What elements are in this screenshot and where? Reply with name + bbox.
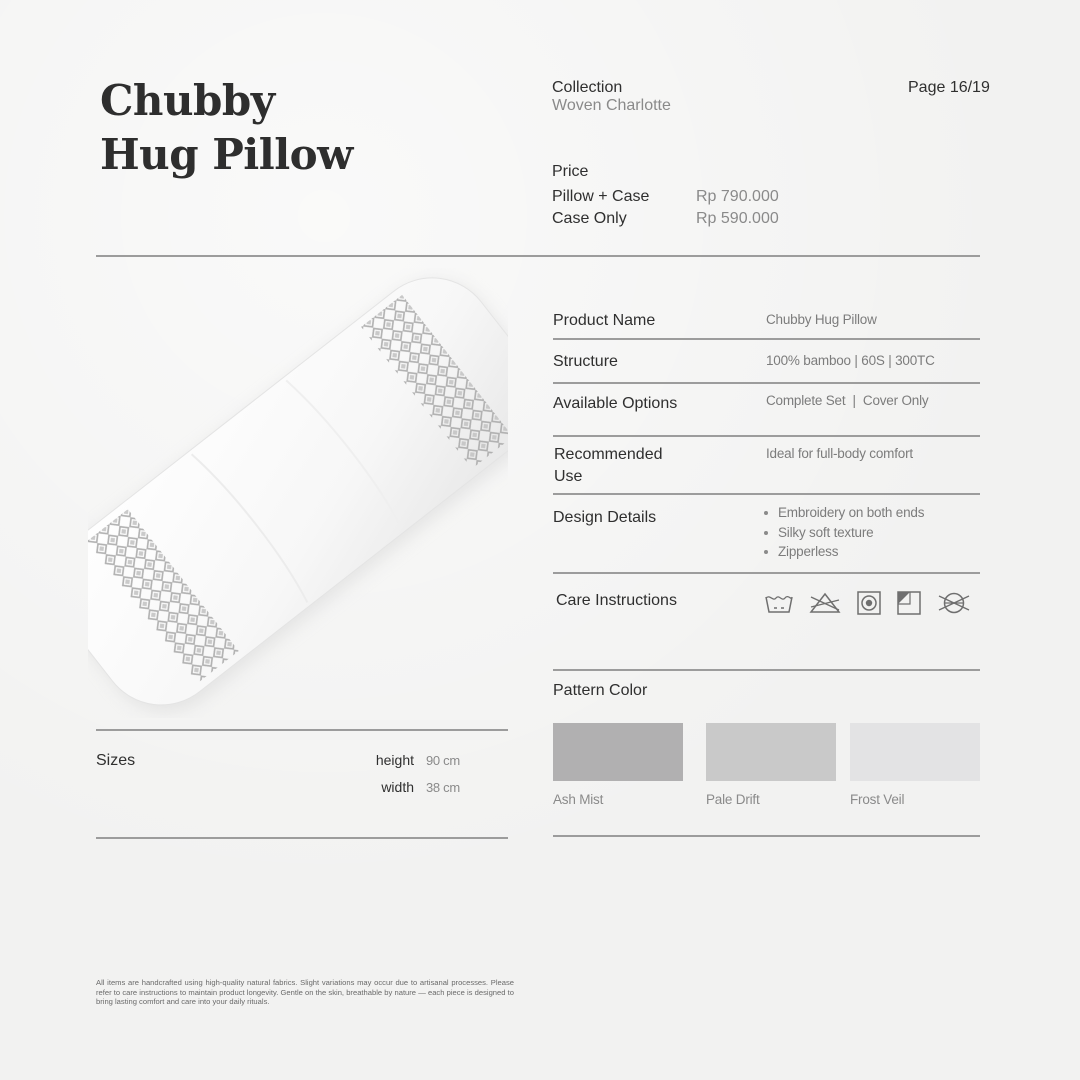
pattern-bottom-divider — [553, 835, 980, 837]
price-row-name: Case Only — [552, 210, 627, 227]
list-item: Embroidery on both ends — [764, 503, 924, 523]
sizes-top-divider — [96, 729, 508, 731]
list-item: Silky soft texture — [764, 523, 924, 543]
price-row-amount: Rp 590.000 — [696, 210, 779, 227]
design-details-list — [764, 503, 924, 562]
spec-label: Available Options — [553, 395, 678, 412]
size-width — [354, 779, 460, 795]
spec-label: Design Details — [553, 509, 657, 526]
spec-divider — [553, 572, 980, 574]
swatch-pale-drift — [706, 723, 836, 781]
price-row — [552, 188, 812, 206]
page-title — [100, 74, 353, 182]
swatch-name: Ash Mist — [553, 792, 604, 807]
swatch-name: Frost Veil — [850, 792, 905, 807]
page-number: Page 16/19 — [908, 79, 990, 96]
title-line-2: Hug Pillow — [100, 130, 353, 179]
size-value: 38 cm — [426, 780, 460, 795]
size-height — [354, 752, 460, 768]
pattern-divider — [553, 669, 980, 671]
pillow-image — [88, 268, 508, 718]
spec-label: Structure — [553, 353, 618, 370]
spec-divider — [553, 493, 980, 495]
spec-label — [554, 444, 663, 488]
footnote: All items are handcrafted using high-quality natural fabrics. Slight variations may occur due to artisanal processes. Please refer to care instructions to maintain product longevity. Gentle on the skin, breathable by nature — each piece is designed to bring lasting comfort and care into your daily rituals. — [96, 978, 514, 1007]
collection-value: Woven Charlotte — [552, 97, 671, 114]
price-label: Price — [552, 163, 589, 180]
price-row-name: Pillow + Case — [552, 188, 650, 205]
sizes-bottom-divider — [96, 837, 508, 839]
tumble-dry-icon — [856, 590, 882, 616]
spec-label-line-1: Recommended — [554, 446, 663, 463]
title-line-1: Chubby — [100, 76, 275, 125]
spec-divider — [553, 338, 980, 340]
header-divider — [96, 255, 980, 257]
no-dry-clean-icon — [936, 591, 972, 615]
spec-label: Product Name — [553, 312, 656, 329]
swatch-name: Pale Drift — [706, 792, 760, 807]
spec-label: Care Instructions — [556, 592, 677, 609]
size-value: 90 cm — [426, 753, 460, 768]
size-key: width — [381, 779, 414, 795]
list-item: Zipperless — [764, 542, 924, 562]
spec-value: Ideal for full-body comfort — [766, 446, 913, 461]
price-row-amount: Rp 790.000 — [696, 188, 779, 205]
wash-30-icon — [764, 591, 794, 615]
spec-value: Complete Set | Cover Only — [766, 393, 929, 408]
sizes-label: Sizes — [96, 752, 136, 769]
price-row — [552, 210, 812, 228]
collection-label: Collection — [552, 79, 623, 96]
care-icons — [764, 590, 972, 616]
size-key: height — [375, 752, 414, 768]
spec-label-line-2: Use — [554, 468, 583, 485]
swatch-frost-veil — [850, 723, 980, 781]
pattern-color-label: Pattern Color — [553, 682, 648, 699]
spec-value: 100% bamboo | 60S | 300TC — [766, 353, 935, 368]
spec-divider — [553, 382, 980, 384]
spec-value: Chubby Hug Pillow — [766, 312, 877, 327]
swatch-ash-mist — [553, 723, 683, 781]
dry-flat-shade-icon — [896, 590, 922, 616]
spec-divider — [553, 435, 980, 437]
no-bleach-icon — [808, 591, 842, 615]
